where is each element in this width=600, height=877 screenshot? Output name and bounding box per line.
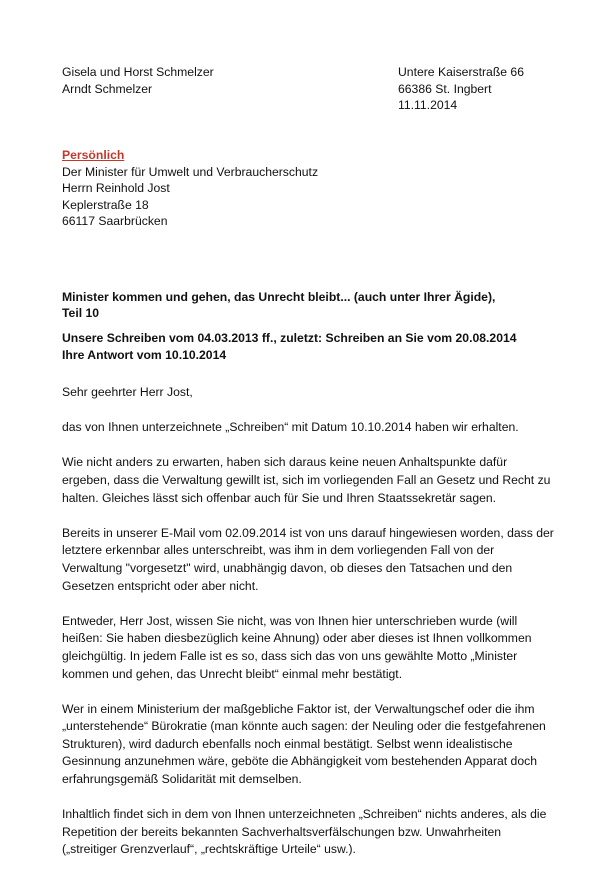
sender-names [62, 64, 214, 97]
recipient-block [62, 147, 318, 230]
sender-city: 66386 St. Ingbert [398, 81, 492, 96]
subject-block [62, 289, 562, 363]
subject-line1: Minister kommen und gehen, das Unrecht bleibt... (auch unter Ihrer Ägide), [62, 290, 496, 304]
paragraph-5: Wer in einem Ministerium der maßgebliche Faktor ist, der Verwaltungschef oder die ihm „unterstehende“ Bürokratie (man könnte auch sagen: der Neuling oder die festgefahrenen Strukturen), wird dadurch ebenfalls noch einmal bestätigt. Selbst wenn idealistische Gesinnung anzunehmen wäre, geböte die Abhängigkeit vom bestehenden Apparat doch erfahrungsgemäß Solidarität mit demselben. [62, 701, 546, 787]
letter-body [62, 384, 554, 877]
paragraph-4: Entweder, Herr Jost, wissen Sie nicht, was von Ihnen hier unterschrieben wurde (will heißen: Sie haben diesbezüglich keine Ahnung) oder aber dieses ist Ihnen vollkommen gleichgültig. In jedem Falle ist es so, dass sich das von uns gewählte Motto „Minister kommen und gehen, das Unrecht bleibt“ einmal mehr bestätigt. [62, 613, 532, 681]
paragraph-2: Wie nicht anders zu erwarten, haben sich daraus keine neuen Anhaltspunkte dafür ergeben, dass die Verwaltung gewillt ist, sich im vorliegenden Fall an Gesetz und Recht zu halten. Gleiches lässt sich offenbar auch für Sie und Ihren Staatssekretär sagen. [62, 455, 551, 505]
recipient-line3: Keplerstraße 18 [62, 197, 149, 212]
subject-line3: Unsere Schreiben vom 04.03.2013 ff., zuletzt: Schreiben an Sie vom 20.08.2014 [62, 331, 517, 346]
salutation: Sehr geehrter Herr Jost, [62, 385, 193, 399]
paragraph-1: das von Ihnen unterzeichnete „Schreiben“ mit Datum 10.10.2014 haben wir erhalten. [62, 420, 519, 435]
sender-name-line1: Gisela und Horst Schmelzer [62, 65, 214, 79]
sender-street: Untere Kaiserstraße 66 [398, 65, 524, 79]
sender-name-line2: Arndt Schmelzer [62, 81, 153, 96]
paragraph-3: Bereits in unserer E-Mail vom 02.09.2014 ist von uns darauf hingewiesen worden, dass der letztere erkennbar alles unterschreibt, was ihm in dem vorliegenden Fall von der Verwaltung "vorgesetzt" wird, unabhängig davon, ob dieses den Tatsachen und den Gesetzen entspricht oder aber nicht. [62, 525, 554, 593]
recipient-line1: Der Minister für Umwelt und Verbraucherschutz [62, 164, 319, 179]
sender-address [398, 64, 524, 114]
subject-line2: Teil 10 [62, 306, 100, 321]
recipient-line2: Herrn Reinhold Jost [62, 181, 170, 195]
recipient-line4: 66117 Saarbrücken [62, 214, 168, 228]
subject-line4: Ihre Antwort vom 10.10.2014 [62, 347, 227, 362]
letter-date: 11.11.2014 [398, 98, 458, 112]
personal-label: Persönlich [62, 148, 125, 162]
paragraph-6: Inhaltlich findet sich in dem von Ihnen unterzeichneten „Schreiben“ nichts anderes, als die Repetition der bereits bekannten Sachverhaltsverfälschungen bzw. Unwahrheiten („streitiger Grenzverlauf“, „rechtskräftige Urteile“ usw.). [62, 807, 547, 857]
